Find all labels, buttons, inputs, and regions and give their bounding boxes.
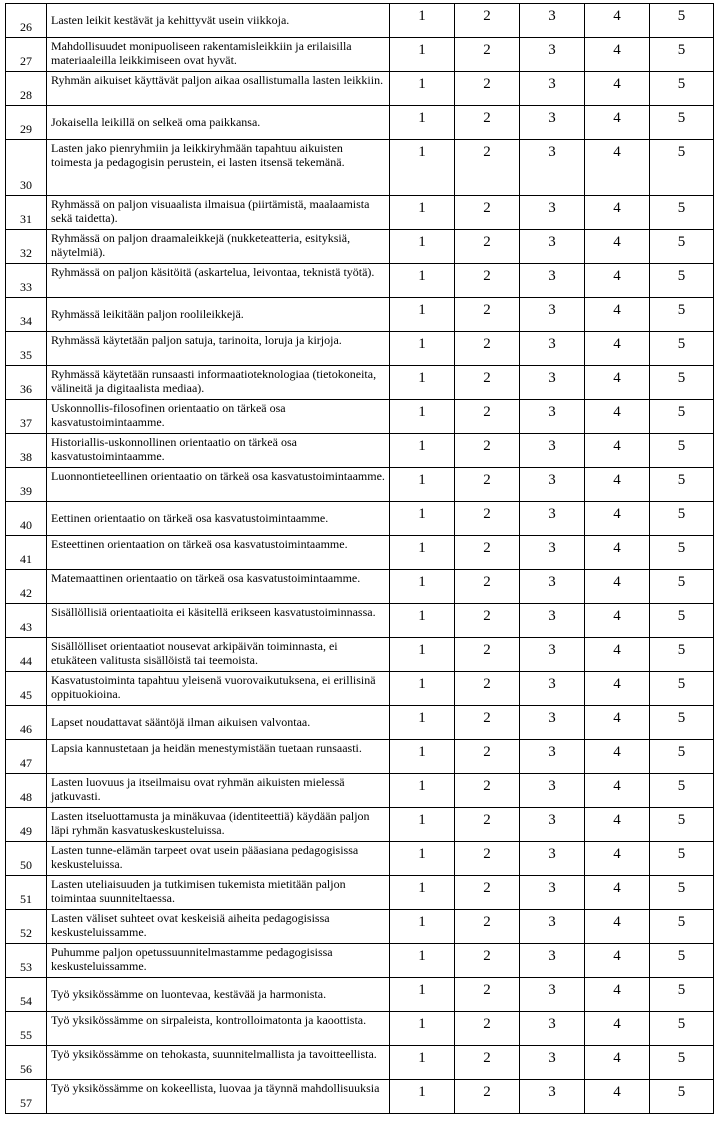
rating-option-3[interactable]: 3 <box>520 842 585 876</box>
rating-option-2[interactable]: 2 <box>455 978 520 1012</box>
table-row <box>6 4 714 38</box>
item-statement: Mahdollisuudet monipuoliseen rakentamisleikkiin ja erilaisilla materiaaleilla leikkimiseen ovat hyvät. <box>47 38 390 72</box>
rating-option-5[interactable]: 5 <box>650 72 714 106</box>
rating-option-5[interactable]: 5 <box>650 842 714 876</box>
rating-option-3[interactable]: 3 <box>520 536 585 570</box>
rating-option-1[interactable]: 1 <box>390 38 455 72</box>
table-row <box>6 38 714 72</box>
table-row <box>6 434 714 468</box>
item-number: 55 <box>6 1012 47 1046</box>
item-statement: Puhumme paljon opetussuunnitelmastamme pedagogisissa keskusteluissamme. <box>47 944 390 978</box>
rating-option-3[interactable]: 3 <box>520 332 585 366</box>
item-statement: Lasten leikit kestävät ja kehittyvät usein viikkoja. <box>47 4 390 38</box>
item-statement: Lasten tunne-elämän tarpeet ovat usein pääasiana pedagogisissa keskusteluissa. <box>47 842 390 876</box>
rating-option-3[interactable]: 3 <box>520 876 585 910</box>
rating-option-3[interactable]: 3 <box>520 298 585 332</box>
item-statement: Luonnontieteellinen orientaatio on tärkeä osa kasvatustoimintaamme. <box>47 468 390 502</box>
item-number: 54 <box>6 978 47 1012</box>
rating-option-2[interactable]: 2 <box>455 570 520 604</box>
item-statement: Uskonnollis-filosofinen orientaatio on tärkeä osa kasvatustoimintaamme. <box>47 400 390 434</box>
item-number: 57 <box>6 1080 47 1114</box>
item-statement: Työ yksikössämme on kokeellista, luovaa ja täynnä mahdollisuuksia <box>47 1080 390 1114</box>
item-number: 32 <box>6 230 47 264</box>
rating-option-4[interactable]: 4 <box>585 400 650 434</box>
table-row <box>6 106 714 140</box>
rating-option-5[interactable]: 5 <box>650 740 714 774</box>
rating-option-5[interactable]: 5 <box>650 944 714 978</box>
rating-option-4[interactable]: 4 <box>585 604 650 638</box>
item-statement: Lapsia kannustetaan ja heidän menestymistään tuetaan runsaasti. <box>47 740 390 774</box>
rating-option-3[interactable]: 3 <box>520 808 585 842</box>
table-row <box>6 1046 714 1080</box>
rating-option-1[interactable]: 1 <box>390 842 455 876</box>
rating-option-2[interactable]: 2 <box>455 1080 520 1114</box>
rating-option-5[interactable]: 5 <box>650 808 714 842</box>
item-statement: Ryhmässä leikitään paljon roolileikkejä. <box>47 298 390 332</box>
rating-option-4[interactable]: 4 <box>585 978 650 1012</box>
item-number: 38 <box>6 434 47 468</box>
item-number: 44 <box>6 638 47 672</box>
rating-option-5[interactable]: 5 <box>650 706 714 740</box>
rating-option-5[interactable]: 5 <box>650 434 714 468</box>
item-statement: Lapset noudattavat sääntöjä ilman aikuisen valvontaa. <box>47 706 390 740</box>
rating-option-3[interactable]: 3 <box>520 366 585 400</box>
rating-option-4[interactable]: 4 <box>585 808 650 842</box>
rating-option-5[interactable]: 5 <box>650 570 714 604</box>
table-row <box>6 842 714 876</box>
rating-option-1[interactable]: 1 <box>390 1080 455 1114</box>
item-statement: Ryhmässä on paljon draamaleikkejä (nukketeatteria, esityksiä, näytelmiä). <box>47 230 390 264</box>
item-number: 40 <box>6 502 47 536</box>
rating-option-4[interactable]: 4 <box>585 672 650 706</box>
rating-option-5[interactable]: 5 <box>650 140 714 196</box>
item-statement: Lasten luovuus ja itseilmaisu ovat ryhmän aikuisten mielessä jatkuvasti. <box>47 774 390 808</box>
rating-option-4[interactable]: 4 <box>585 536 650 570</box>
table-row <box>6 400 714 434</box>
rating-option-4[interactable]: 4 <box>585 706 650 740</box>
rating-option-1[interactable]: 1 <box>390 808 455 842</box>
rating-option-2[interactable]: 2 <box>455 910 520 944</box>
rating-option-5[interactable]: 5 <box>650 910 714 944</box>
item-statement: Esteettinen orientaation on tärkeä osa kasvatustoimintaamme. <box>47 536 390 570</box>
rating-option-5[interactable]: 5 <box>650 106 714 140</box>
rating-option-5[interactable]: 5 <box>650 38 714 72</box>
item-statement: Sisällöllisiä orientaatioita ei käsitellä erikseen kasvatustoiminnassa. <box>47 604 390 638</box>
rating-option-1[interactable]: 1 <box>390 298 455 332</box>
rating-option-1[interactable]: 1 <box>390 264 455 298</box>
rating-option-1[interactable]: 1 <box>390 140 455 196</box>
rating-option-1[interactable]: 1 <box>390 536 455 570</box>
rating-option-4[interactable]: 4 <box>585 434 650 468</box>
rating-option-2[interactable]: 2 <box>455 944 520 978</box>
item-number: 28 <box>6 72 47 106</box>
rating-option-5[interactable]: 5 <box>650 400 714 434</box>
item-number: 31 <box>6 196 47 230</box>
table-row <box>6 332 714 366</box>
rating-option-1[interactable]: 1 <box>390 706 455 740</box>
rating-option-3[interactable]: 3 <box>520 434 585 468</box>
rating-option-3[interactable]: 3 <box>520 400 585 434</box>
rating-option-1[interactable]: 1 <box>390 332 455 366</box>
table-row <box>6 876 714 910</box>
rating-option-2[interactable]: 2 <box>455 72 520 106</box>
item-number: 45 <box>6 672 47 706</box>
item-number: 49 <box>6 808 47 842</box>
rating-option-3[interactable]: 3 <box>520 944 585 978</box>
rating-option-3[interactable]: 3 <box>520 604 585 638</box>
table-row <box>6 230 714 264</box>
item-statement: Lasten jako pienryhmiin ja leikkiryhmään tapahtuu aikuisten toimesta ja pedagogisin perustein, ei lasten itsensä tekemänä. <box>47 140 390 196</box>
rating-option-4[interactable]: 4 <box>585 38 650 72</box>
rating-option-4[interactable]: 4 <box>585 1012 650 1046</box>
rating-option-4[interactable]: 4 <box>585 1046 650 1080</box>
rating-option-2[interactable]: 2 <box>455 140 520 196</box>
item-number: 56 <box>6 1046 47 1080</box>
table-row <box>6 502 714 536</box>
item-statement: Ryhmässä käytetään paljon satuja, tarinoita, loruja ja kirjoja. <box>47 332 390 366</box>
table-row <box>6 1080 714 1114</box>
table-row <box>6 944 714 978</box>
rating-option-4[interactable]: 4 <box>585 944 650 978</box>
item-number: 47 <box>6 740 47 774</box>
rating-option-4[interactable]: 4 <box>585 740 650 774</box>
table-row <box>6 774 714 808</box>
table-row <box>6 196 714 230</box>
rating-option-5[interactable]: 5 <box>650 978 714 1012</box>
item-number: 46 <box>6 706 47 740</box>
rating-option-3[interactable]: 3 <box>520 774 585 808</box>
rating-option-3[interactable]: 3 <box>520 672 585 706</box>
rating-option-5[interactable]: 5 <box>650 604 714 638</box>
rating-option-1[interactable]: 1 <box>390 570 455 604</box>
rating-option-2[interactable]: 2 <box>455 434 520 468</box>
rating-option-4[interactable]: 4 <box>585 502 650 536</box>
table-row <box>6 604 714 638</box>
rating-option-5[interactable]: 5 <box>650 536 714 570</box>
rating-option-1[interactable]: 1 <box>390 72 455 106</box>
item-statement: Lasten uteliaisuuden ja tutkimisen tukemista mietitään paljon toimintaa suunniteltaessa. <box>47 876 390 910</box>
questionnaire-table <box>5 3 714 1114</box>
item-statement: Eettinen orientaatio on tärkeä osa kasvatustoimintaamme. <box>47 502 390 536</box>
rating-option-1[interactable]: 1 <box>390 978 455 1012</box>
rating-option-3[interactable]: 3 <box>520 978 585 1012</box>
rating-option-5[interactable]: 5 <box>650 196 714 230</box>
table-row <box>6 72 714 106</box>
item-number: 36 <box>6 366 47 400</box>
item-statement: Jokaisella leikillä on selkeä oma paikkansa. <box>47 106 390 140</box>
item-statement: Työ yksikössämme on sirpaleista, kontrolloimatonta ja kaoottista. <box>47 1012 390 1046</box>
item-statement: Lasten itseluottamusta ja minäkuvaa (identiteettiä) käydään paljon läpi ryhmän kasvatuskeskusteluissa. <box>47 808 390 842</box>
table-row <box>6 910 714 944</box>
table-row <box>6 536 714 570</box>
rating-option-1[interactable]: 1 <box>390 1012 455 1046</box>
table-row <box>6 740 714 774</box>
item-statement: Sisällölliset orientaatiot nousevat arkipäivän toiminnasta, ei etukäteen valitusta sisällöistä tai teemoista. <box>47 638 390 672</box>
rating-option-5[interactable]: 5 <box>650 468 714 502</box>
rating-option-2[interactable]: 2 <box>455 332 520 366</box>
rating-option-5[interactable]: 5 <box>650 332 714 366</box>
rating-option-5[interactable]: 5 <box>650 638 714 672</box>
rating-option-4[interactable]: 4 <box>585 468 650 502</box>
rating-option-2[interactable]: 2 <box>455 842 520 876</box>
rating-option-4[interactable]: 4 <box>585 140 650 196</box>
rating-option-3[interactable]: 3 <box>520 1012 585 1046</box>
item-statement: Ryhmässä on paljon visuaalista ilmaisua (piirtämistä, maalaamista sekä taidetta). <box>47 196 390 230</box>
rating-option-4[interactable]: 4 <box>585 72 650 106</box>
table-row <box>6 264 714 298</box>
rating-option-3[interactable]: 3 <box>520 106 585 140</box>
rating-option-5[interactable]: 5 <box>650 502 714 536</box>
table-row <box>6 570 714 604</box>
item-number: 51 <box>6 876 47 910</box>
item-number: 35 <box>6 332 47 366</box>
item-statement: Ryhmässä on paljon käsitöitä (askartelua, leivontaa, teknistä työtä). <box>47 264 390 298</box>
rating-option-1[interactable]: 1 <box>390 196 455 230</box>
rating-option-2[interactable]: 2 <box>455 1046 520 1080</box>
item-statement: Työ yksikössämme on tehokasta, suunnitelmallista ja tavoitteellista. <box>47 1046 390 1080</box>
rating-option-2[interactable]: 2 <box>455 808 520 842</box>
rating-option-1[interactable]: 1 <box>390 4 455 38</box>
item-number: 30 <box>6 140 47 196</box>
rating-option-3[interactable]: 3 <box>520 72 585 106</box>
rating-option-4[interactable]: 4 <box>585 264 650 298</box>
rating-option-3[interactable]: 3 <box>520 910 585 944</box>
rating-option-3[interactable]: 3 <box>520 468 585 502</box>
rating-option-4[interactable]: 4 <box>585 230 650 264</box>
rating-option-2[interactable]: 2 <box>455 1012 520 1046</box>
rating-option-4[interactable]: 4 <box>585 910 650 944</box>
rating-option-3[interactable]: 3 <box>520 140 585 196</box>
rating-option-1[interactable]: 1 <box>390 944 455 978</box>
rating-option-3[interactable]: 3 <box>520 264 585 298</box>
rating-option-1[interactable]: 1 <box>390 106 455 140</box>
rating-option-3[interactable]: 3 <box>520 1046 585 1080</box>
item-number: 52 <box>6 910 47 944</box>
item-number: 27 <box>6 38 47 72</box>
item-number: 43 <box>6 604 47 638</box>
rating-option-4[interactable]: 4 <box>585 106 650 140</box>
rating-option-2[interactable]: 2 <box>455 264 520 298</box>
rating-option-4[interactable]: 4 <box>585 366 650 400</box>
rating-option-2[interactable]: 2 <box>455 230 520 264</box>
rating-option-1[interactable]: 1 <box>390 604 455 638</box>
rating-option-4[interactable]: 4 <box>585 4 650 38</box>
rating-option-5[interactable]: 5 <box>650 4 714 38</box>
item-number: 37 <box>6 400 47 434</box>
rating-option-1[interactable]: 1 <box>390 672 455 706</box>
rating-option-2[interactable]: 2 <box>455 536 520 570</box>
rating-option-2[interactable]: 2 <box>455 298 520 332</box>
rating-option-1[interactable]: 1 <box>390 366 455 400</box>
rating-option-2[interactable]: 2 <box>455 502 520 536</box>
table-row <box>6 808 714 842</box>
rating-option-4[interactable]: 4 <box>585 842 650 876</box>
rating-option-3[interactable]: 3 <box>520 502 585 536</box>
rating-option-2[interactable]: 2 <box>455 400 520 434</box>
rating-option-3[interactable]: 3 <box>520 740 585 774</box>
rating-option-5[interactable]: 5 <box>650 876 714 910</box>
item-number: 50 <box>6 842 47 876</box>
table-row <box>6 978 714 1012</box>
rating-option-2[interactable]: 2 <box>455 774 520 808</box>
rating-option-5[interactable]: 5 <box>650 264 714 298</box>
rating-option-5[interactable]: 5 <box>650 230 714 264</box>
rating-option-5[interactable]: 5 <box>650 298 714 332</box>
rating-option-4[interactable]: 4 <box>585 876 650 910</box>
rating-option-3[interactable]: 3 <box>520 230 585 264</box>
item-number: 41 <box>6 536 47 570</box>
rating-option-5[interactable]: 5 <box>650 672 714 706</box>
item-number: 33 <box>6 264 47 298</box>
rating-option-2[interactable]: 2 <box>455 876 520 910</box>
rating-option-3[interactable]: 3 <box>520 38 585 72</box>
rating-option-3[interactable]: 3 <box>520 570 585 604</box>
rating-option-1[interactable]: 1 <box>390 400 455 434</box>
rating-option-4[interactable]: 4 <box>585 298 650 332</box>
rating-option-3[interactable]: 3 <box>520 1080 585 1114</box>
rating-option-2[interactable]: 2 <box>455 106 520 140</box>
rating-option-1[interactable]: 1 <box>390 1046 455 1080</box>
rating-option-5[interactable]: 5 <box>650 1080 714 1114</box>
table-row <box>6 672 714 706</box>
rating-option-2[interactable]: 2 <box>455 4 520 38</box>
rating-option-5[interactable]: 5 <box>650 366 714 400</box>
rating-option-3[interactable]: 3 <box>520 196 585 230</box>
rating-option-2[interactable]: 2 <box>455 638 520 672</box>
rating-option-2[interactable]: 2 <box>455 366 520 400</box>
item-statement: Lasten väliset suhteet ovat keskeisiä aiheita pedagogisissa keskusteluissamme. <box>47 910 390 944</box>
rating-option-5[interactable]: 5 <box>650 1012 714 1046</box>
rating-option-1[interactable]: 1 <box>390 230 455 264</box>
rating-option-4[interactable]: 4 <box>585 332 650 366</box>
rating-option-5[interactable]: 5 <box>650 1046 714 1080</box>
rating-option-1[interactable]: 1 <box>390 638 455 672</box>
item-statement: Työ yksikössämme on luontevaa, kestävää ja harmonista. <box>47 978 390 1012</box>
table-row <box>6 468 714 502</box>
item-statement: Matemaattinen orientaatio on tärkeä osa kasvatustoimintaamme. <box>47 570 390 604</box>
rating-option-1[interactable]: 1 <box>390 910 455 944</box>
rating-option-4[interactable]: 4 <box>585 570 650 604</box>
item-number: 53 <box>6 944 47 978</box>
item-statement: Ryhmän aikuiset käyttävät paljon aikaa osallistumalla lasten leikkiin. <box>47 72 390 106</box>
rating-option-4[interactable]: 4 <box>585 196 650 230</box>
rating-option-4[interactable]: 4 <box>585 638 650 672</box>
rating-option-4[interactable]: 4 <box>585 1080 650 1114</box>
table-row <box>6 298 714 332</box>
item-number: 48 <box>6 774 47 808</box>
rating-option-3[interactable]: 3 <box>520 638 585 672</box>
item-number: 42 <box>6 570 47 604</box>
table-row <box>6 140 714 196</box>
rating-option-2[interactable]: 2 <box>455 740 520 774</box>
table-row <box>6 1012 714 1046</box>
item-statement: Historiallis-uskonnollinen orientaatio on tärkeä osa kasvatustoimintaamme. <box>47 434 390 468</box>
rating-option-2[interactable]: 2 <box>455 38 520 72</box>
rating-option-1[interactable]: 1 <box>390 876 455 910</box>
table-row <box>6 638 714 672</box>
rating-option-1[interactable]: 1 <box>390 434 455 468</box>
rating-option-3[interactable]: 3 <box>520 706 585 740</box>
rating-option-2[interactable]: 2 <box>455 604 520 638</box>
rating-option-5[interactable]: 5 <box>650 774 714 808</box>
rating-option-2[interactable]: 2 <box>455 706 520 740</box>
rating-option-2[interactable]: 2 <box>455 468 520 502</box>
rating-option-4[interactable]: 4 <box>585 774 650 808</box>
item-number: 26 <box>6 4 47 38</box>
table-row <box>6 706 714 740</box>
rating-option-2[interactable]: 2 <box>455 672 520 706</box>
rating-option-2[interactable]: 2 <box>455 196 520 230</box>
item-statement: Kasvatustoiminta tapahtuu yleisenä vuorovaikutuksena, ei erillisinä oppituokioina. <box>47 672 390 706</box>
rating-option-1[interactable]: 1 <box>390 468 455 502</box>
item-statement: Ryhmässä käytetään runsaasti informaatioteknologiaa (tietokoneita, välineitä ja digitaalista mediaa). <box>47 366 390 400</box>
table-row <box>6 366 714 400</box>
rating-option-3[interactable]: 3 <box>520 4 585 38</box>
item-number: 29 <box>6 106 47 140</box>
rating-option-1[interactable]: 1 <box>390 774 455 808</box>
rating-option-1[interactable]: 1 <box>390 740 455 774</box>
item-number: 39 <box>6 468 47 502</box>
item-number: 34 <box>6 298 47 332</box>
rating-option-1[interactable]: 1 <box>390 502 455 536</box>
